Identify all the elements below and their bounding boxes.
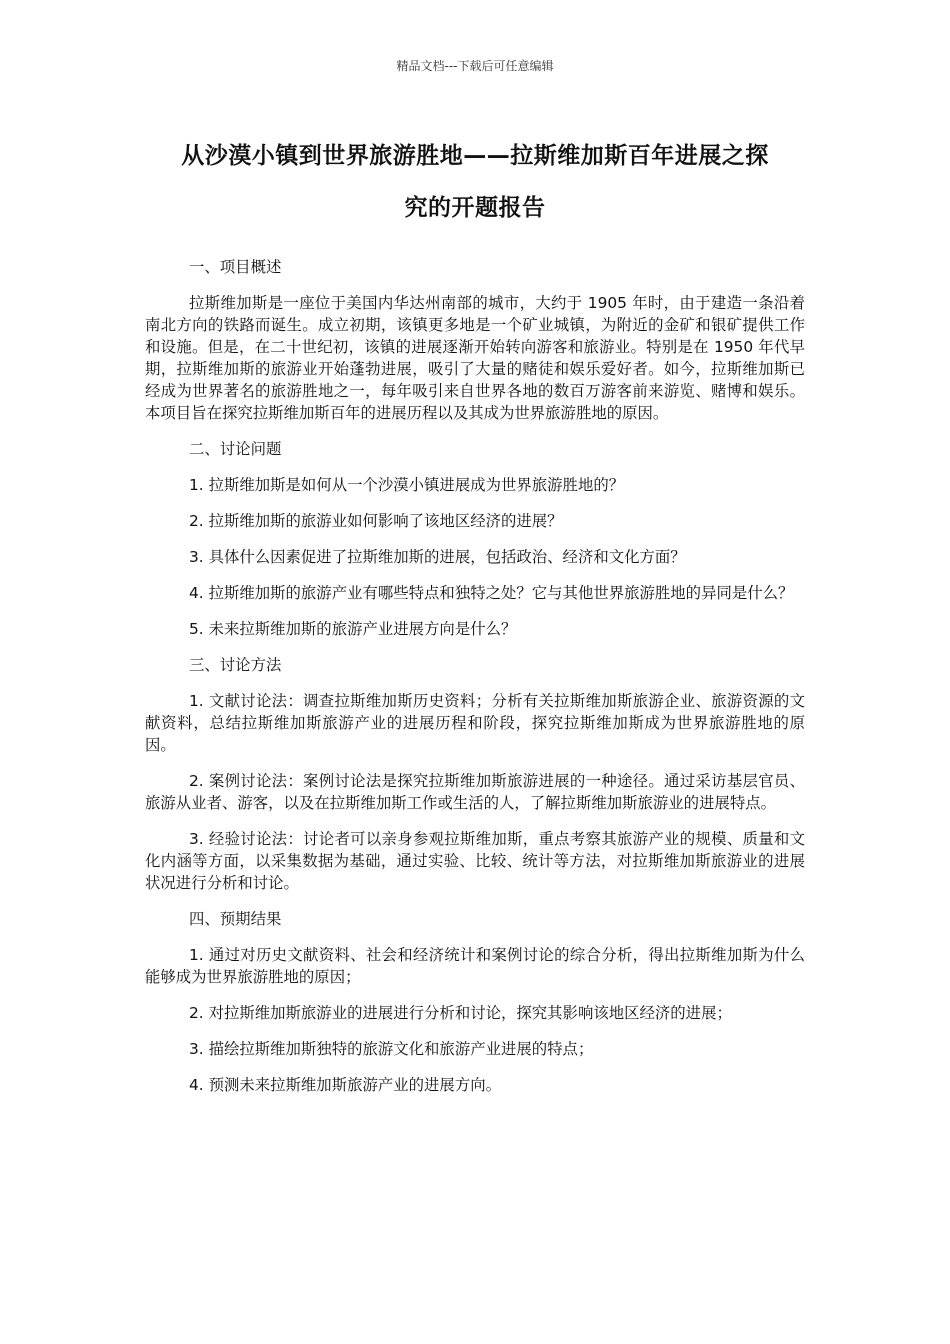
question-item: 4. 拉斯维加斯的旅游产业有哪些特点和独特之处？它与其他世界旅游胜地的异同是什么？: [189, 584, 794, 602]
document-body: [145, 256, 805, 1110]
result-item: 2. 对拉斯维加斯旅游业的进展进行分析和讨论，探究其影响该地区经济的进展；: [189, 1004, 732, 1022]
method-item: 1. 文献讨论法：调查拉斯维加斯历史资料；分析有关拉斯维加斯旅游企业、旅游资源的文献资料，总结拉斯维加斯旅游产业的进展历程和阶段，探究拉斯维加斯成为世界旅游胜地的原因。: [145, 692, 805, 754]
title-line-1: 从沙漠小镇到世界旅游胜地——拉斯维加斯百年进展之探: [181, 143, 769, 169]
result-item: 1. 通过对历史文献资料、社会和经济统计和案例讨论的综合分析，得出拉斯维加斯为什么能够成为世界旅游胜地的原因；: [145, 946, 805, 986]
result-item: 4. 预测未来拉斯维加斯旅游产业的进展方向。: [189, 1076, 501, 1094]
question-item: 2. 拉斯维加斯的旅游业如何影响了该地区经济的进展？: [189, 512, 563, 530]
section-heading-results: 四、预期结果: [189, 910, 282, 928]
question-item: 1. 拉斯维加斯是如何从一个沙漠小镇进展成为世界旅游胜地的？: [189, 476, 625, 494]
section-heading-questions: 二、讨论问题: [189, 440, 282, 458]
result-item: 3. 描绘拉斯维加斯独特的旅游文化和旅游产业进展的特点；: [189, 1040, 594, 1058]
method-item: 3. 经验讨论法：讨论者可以亲身参观拉斯维加斯，重点考察其旅游产业的规模、质量和文化内涵等方面，以采集数据为基础，通过实验、比较、统计等方法，对拉斯维加斯旅游业的进展状况进行分析和讨论。: [145, 830, 805, 892]
header-note: 精品文档---下载后可任意编辑: [396, 59, 554, 73]
question-item: 5. 未来拉斯维加斯的旅游产业进展方向是什么？: [189, 620, 517, 638]
section-heading-overview: 一、项目概述: [189, 258, 282, 276]
overview-paragraph: 拉斯维加斯是一座位于美国内华达州南部的城市，大约于 1905 年时，由于建造一条沿着南北方向的铁路而诞生。成立初期，该镇更多地是一个矿业城镇，为附近的金矿和银矿提供工作和设施。但是，在二十世纪初，该镇的进展逐渐开始转向游客和旅游业。特别是在 1950 年代早期，拉斯维加斯的旅游业开始蓬勃进展，吸引了大量的赌徒和娱乐爱好者。如今，拉斯维加斯已经成为世界著名的旅游胜地之一，每年吸引来自世界各地的数百万游客前来游览、赌博和娱乐。本项目旨在探究拉斯维加斯百年的进展历程以及其成为世界旅游胜地的原因。: [145, 294, 805, 422]
title-line-2: 究的开题报告: [404, 195, 546, 221]
question-item: 3. 具体什么因素促进了拉斯维加斯的进展，包括政治、经济和文化方面？: [189, 548, 686, 566]
method-item: 2. 案例讨论法：案例讨论法是探究拉斯维加斯旅游进展的一种途径。通过采访基层官员、旅游从业者、游客，以及在拉斯维加斯工作或生活的人，了解拉斯维加斯旅游业的进展特点。: [145, 772, 805, 812]
section-heading-methods: 三、讨论方法: [189, 656, 282, 674]
page-title: [145, 130, 805, 234]
